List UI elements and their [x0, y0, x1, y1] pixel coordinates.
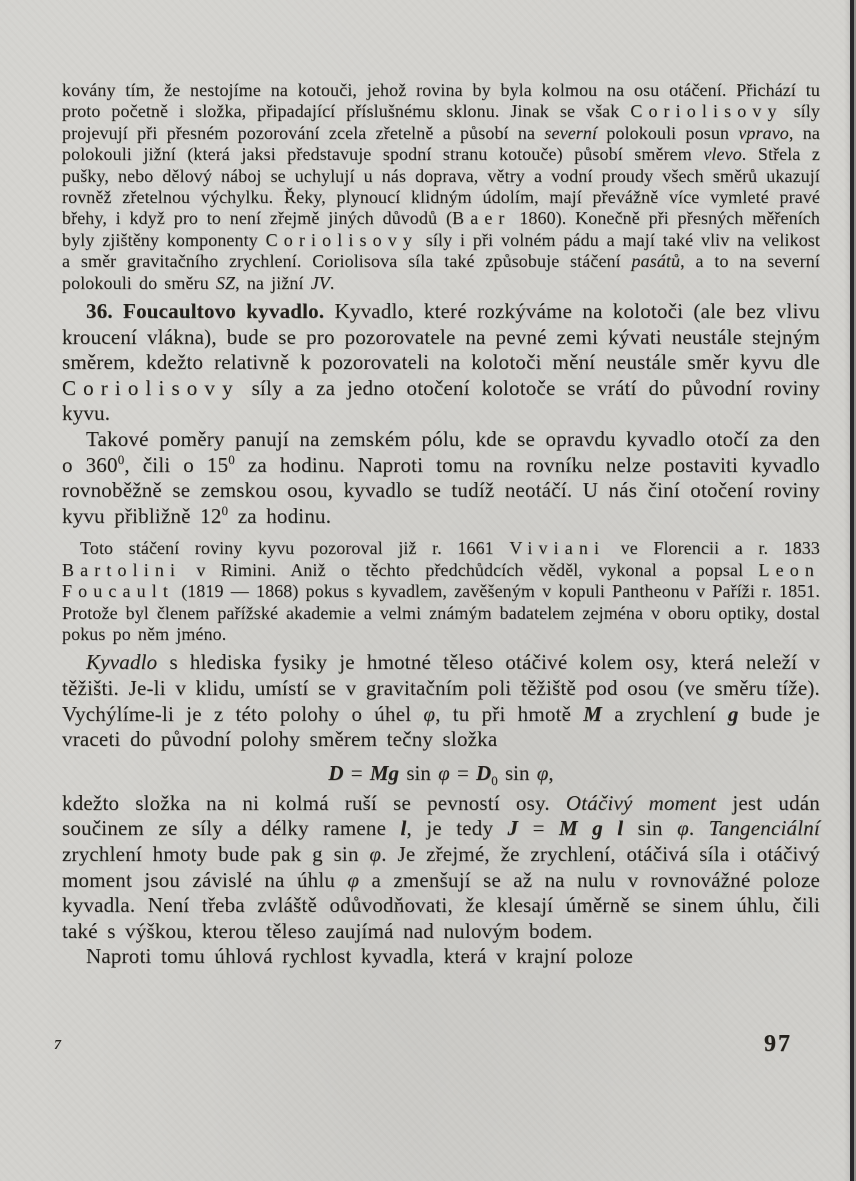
paragraph-pole-equator: Takové poměry panují na zemském pólu, kde se opravdu kyvadlo otočí za den o $360^0$, čili o $15^0$ za hodinu. Naproti tomu na rovníku nelze postaviti kyvadlo rovnoběžně se zemskou osou, kyvadlo se tudíž neotáčí. U nás činí otočení roviny kyvu přibližně $12^0$ za hodinu. — [62, 427, 821, 528]
page-number: 97 — [764, 1031, 792, 1057]
page-text-column — [62, 80, 820, 970]
paragraph-coriolis-continuation: kovány tím, že nestojíme na kotouči, jehož rovina by byla kolmou na osu otáčení. Přichází tu proto početně i složka, připadající příslušnému sklonu. Jinak se však Coriolisovy síly projevují při přesném pozorování zcela zřetelně a působí na severní polokouli posun vpravo, na polokouli jižní (která jaksi představuje spodní stranu kotouče) působí směrem vlevo. Střela z pušky, nebo dělový náboj se uchylují u nás doprava, větry a vodní proudy všech směrů ukazují rovněž zřetelnou výchylku. Řeky, plynoucí klidným údolím, mají převážně více vymleté pravé břehy, i když pro to není zřejmě jiných důvodů (Baer 1860). Konečně při přesných měřeních byly zjištěny komponenty Coriolisovy síly i při volném pádu a mají také vliv na velikost a směr gravitačního zrychlení. Coriolisova síla také způsobuje stáčení pasátů, a to na severní polokouli do směru SZ, na jižní JV. — [62, 80, 820, 293]
paragraph-angular-velocity: Naproti tomu úhlová rychlost kyvadla, která v krajní poloze — [86, 944, 634, 969]
paragraph-torque: kdežto složka na ni kolmá ruší se pevností osy. Otáčivý moment jest udán součinem ze síly a délky ramene l, je tedy J = M g l sin φ. Tangenciální zrychlení hmoty bude pak g sin φ. Je zřejmé, že zrychlení, otáčivá síla i otáčivý moment jsou závislé na úhlu φ a zmenšují se až na nulu v rovnovážné poloze kyvadla. Není třeba zvláště odůvodňovati, že klesají úměrně se sinem úhlu, čili také s výškou, kterou těleso zaujímá nad nulovým bodem. — [62, 790, 821, 943]
paragraph-history-viviani-foucault: Toto stáčení roviny kyvu pozoroval již r. 1661 Viviani ve Florencii a r. 1833 Bartolini v Rimini. Aniž o těchto předchůdcích věděl, vykonal a popsal Leon Foucault (1819 — 1868) pokus s kyvadlem, zavěšeným v kopuli Pantheonu v Paříži r. 1851. Protože byl členem pařížské akademie a velmi známým badatelem zejména v oboru optiky, dostal pokus po něm jméno. — [62, 538, 821, 645]
formula-restoring-force: D = Mg $\sin \varphi = D_0$ sin φ, — [328, 760, 554, 788]
sheet-signature-mark: 7 — [54, 1038, 61, 1053]
paragraph-pendulum-physics: Kyvadlo s hlediska fysiky je hmotné těleso otáčivé kolem osy, která neleží v těžišti. Je-li v klidu, umístí se v gravitačním poli těžiště pod osou (ve směru tíže). Vychýlíme-li je z této polohy o úhel φ, tu při hmotě M a zrychlení g bude je vraceti do původní polohy směrem tečny složka — [62, 650, 821, 752]
section-36-foucault-pendulum: 36. Foucaultovo kyvadlo. Kyvadlo, které rozkýváme na kolotoči (ale bez vlivu kroucení vlákna), bude se pro pozorovatele na pevné zemi kývati neustále stejným směrem, kdežto relativně k pozorovateli na kolotoči mění neustále směr kyvu dle Coriolisovy síly a za jedno otočení kolotoče se vrátí do původní roviny kyvu. — [62, 299, 821, 426]
